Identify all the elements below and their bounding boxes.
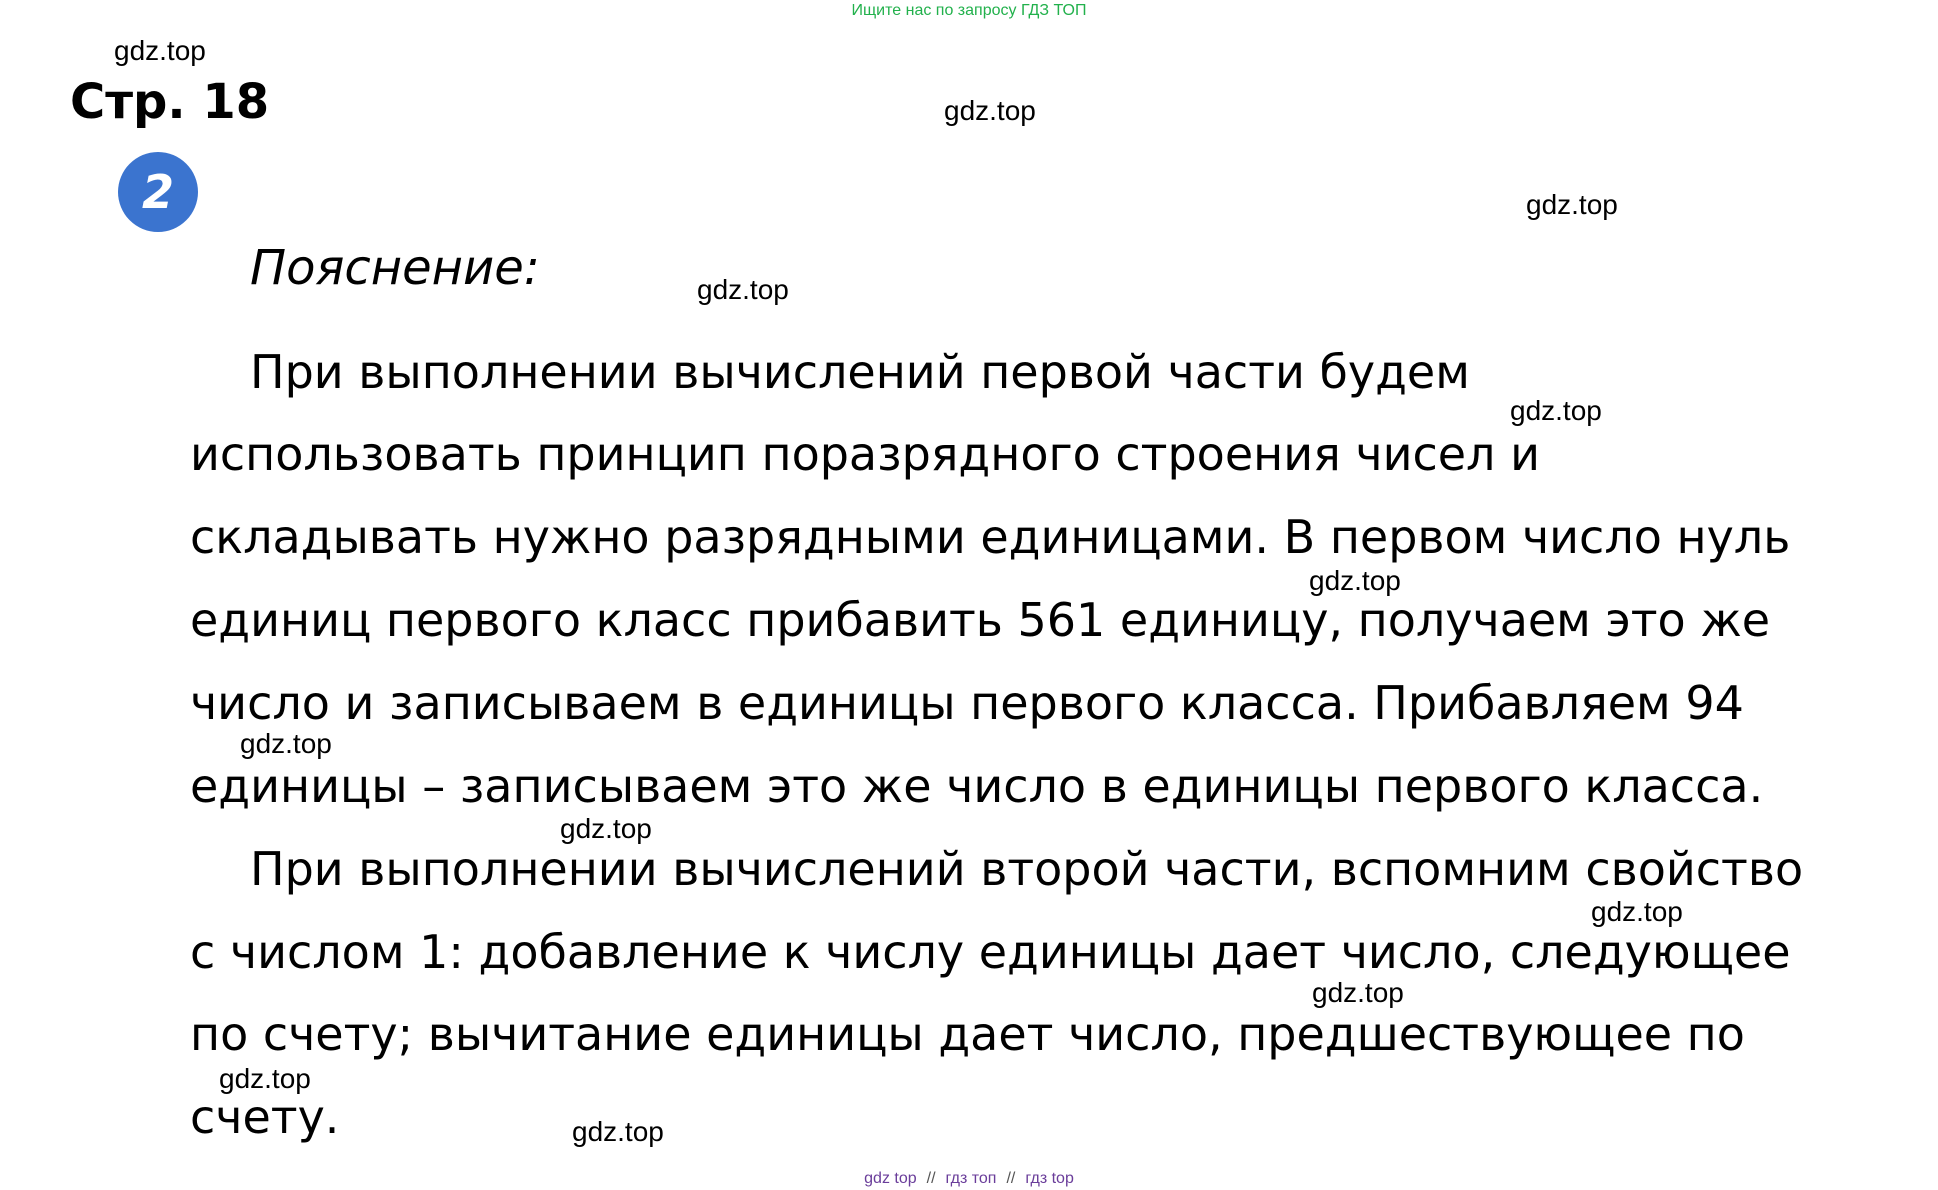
text-line: число и записываем в единицы первого класса. Прибавляем 94 [190, 676, 1744, 730]
text-line: При выполнении вычислений второй части, вспомним свойство [250, 842, 1804, 896]
task-number-badge: 2 [118, 152, 198, 232]
watermark: gdz.top [560, 813, 652, 844]
watermark: gdz.top [1309, 565, 1401, 596]
watermark: gdz.top [697, 274, 789, 305]
explanation-heading: Пояснение: [250, 240, 540, 296]
text-line: по счету; вычитание единицы дает число, предшествующее по [190, 1007, 1745, 1061]
text-line: счету. [190, 1090, 340, 1144]
text-line: с числом 1: добавление к числу единицы дает число, следующее [190, 925, 1791, 979]
text-line: складывать нужно разрядными единицами. В первом число нуль [190, 510, 1791, 564]
watermark: gdz.top [1510, 395, 1602, 426]
footer-link[interactable]: гдз топ [945, 1170, 997, 1187]
footer-link[interactable]: gdz top [864, 1170, 917, 1187]
footer-separator: // [1006, 1170, 1016, 1187]
watermark: gdz.top [114, 35, 206, 66]
text-line: единицы – записываем это же число в единицы первого класса. [190, 759, 1764, 813]
watermark: gdz.top [1591, 896, 1683, 927]
text-line: использовать принцип поразрядного строения чисел и [190, 427, 1540, 481]
text-line: единиц первого класс прибавить 561 единицу, получаем это же [190, 593, 1771, 647]
footer-separator: // [926, 1170, 936, 1187]
top-banner: Ищите нас по запросу ГДЗ ТОП [851, 2, 1087, 19]
watermark: gdz.top [944, 95, 1036, 126]
watermark: gdz.top [572, 1116, 664, 1147]
watermark: gdz.top [240, 728, 332, 759]
text-line: При выполнении вычислений первой части будем [250, 345, 1470, 399]
footer [0, 1170, 1938, 1188]
watermark: gdz.top [1312, 977, 1404, 1008]
footer-link[interactable]: гдз top [1025, 1170, 1074, 1187]
page-title: Стр. 18 [70, 74, 270, 130]
watermark: gdz.top [219, 1063, 311, 1094]
watermark: gdz.top [1526, 189, 1618, 220]
